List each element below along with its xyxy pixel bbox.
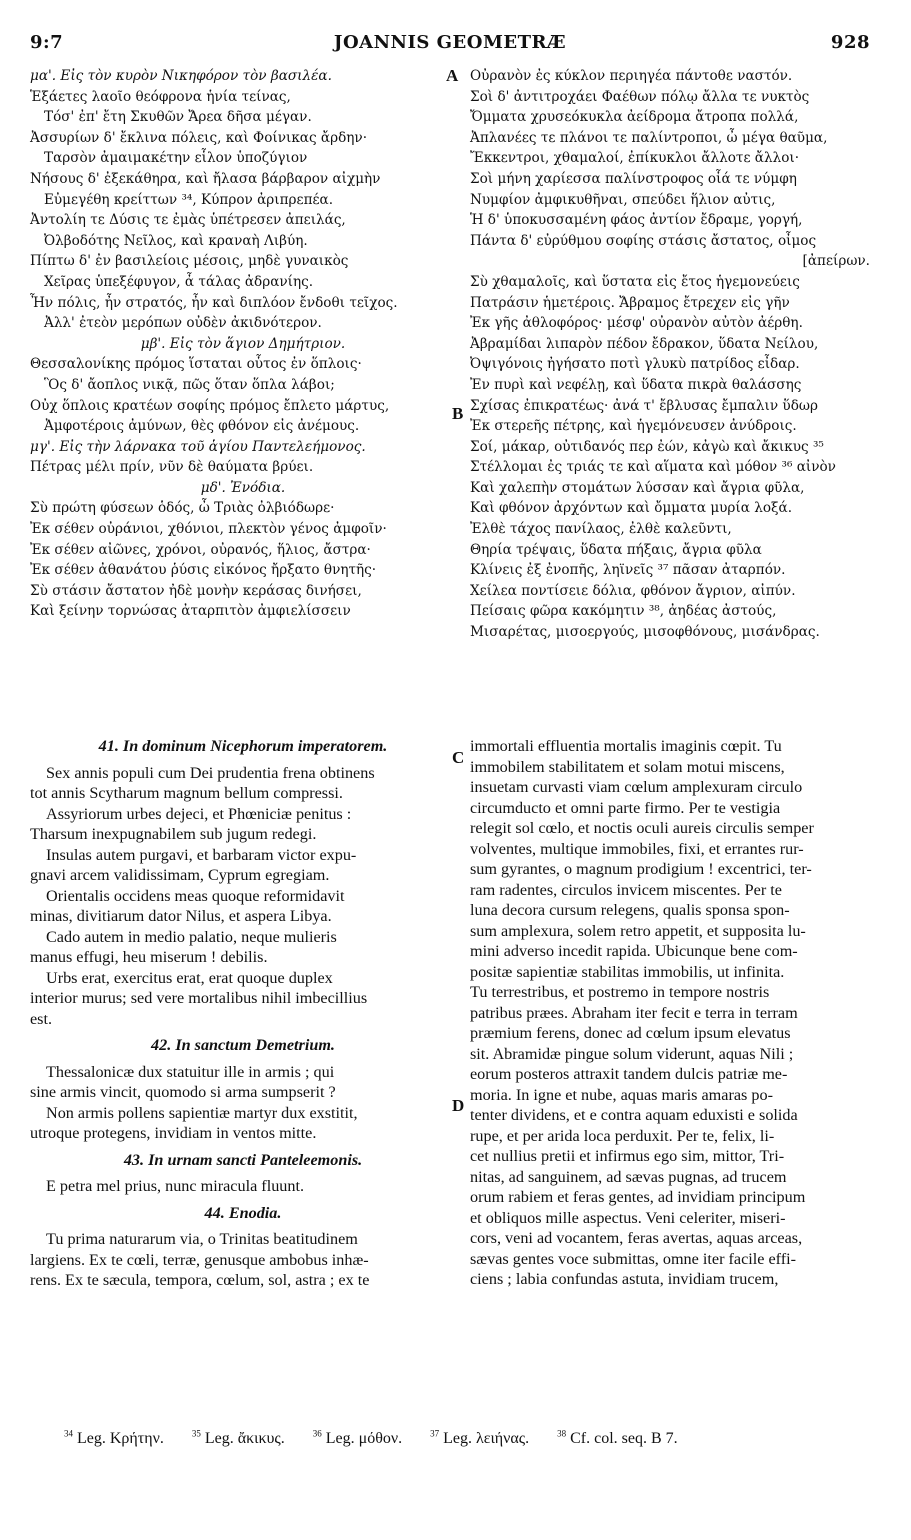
text-line: patribus præes. Abraham iter fecit e terra in terram: [470, 1003, 798, 1022]
text-line: Urbs erat, exercitus erat, erat quoque duplex: [46, 968, 333, 987]
footnote-text: Leg. λειήνας.: [443, 1430, 530, 1448]
verse-line: Ὀλβοδότης Νεῖλος, καὶ κραναὴ Λιβύη.: [44, 232, 308, 249]
text-line: sum gyrantes, o magnum prodigium ! excentrici, ter-: [470, 860, 812, 878]
verse-line: Ἐκ σέθεν οὐράνιοι, χθόνιοι, πλεκτὸν γένος ἀμφοῖν·: [30, 521, 387, 538]
text-line: rupe, et per arida loca perduxit. Per te, felix, li-: [470, 1126, 775, 1145]
text-line: Sex annis populi cum Dei prudentia frena obtinens: [46, 763, 375, 782]
verse-line: Ἐκ γῆς ἀθλοφόρος· μέσφ' οὐρανὸν αὐτὸν ἀέρθη.: [470, 315, 803, 332]
verse-line: Χεῖρας ὑπεξέφυγον, ἆ τάλας ἀδρανίης.: [44, 273, 314, 290]
verse-line: Πέτρας μέλι πρίν, νῦν δὲ θαύματα βρύει.: [30, 459, 314, 476]
text-line: cet nullius pretii et infirmus ego sim, mittor, Tri-: [470, 1147, 785, 1165]
verse-line: Ὃς δ' ἄοπλος νικᾷ, πῶς ὅταν ὅπλα λάβοι;: [44, 376, 335, 393]
verse-line: Ἐκ σέθεν αἰῶνες, χρόνοι, οὐρανός, ἥλιος, ἄστρα·: [30, 541, 371, 558]
verse-line: Ἀσσυρίων δ' ἔκλινα πόλεις, καὶ Φοίνικας ἄρδην·: [30, 129, 368, 146]
text-line: ciens ; labia confundas astuta, invidiam trucem,: [470, 1270, 779, 1288]
poem-heading: μβ'. Εἰς τὸν ἅγιον Δημήτριον.: [140, 335, 346, 352]
latin-text-left-column: [30, 736, 456, 1291]
footnote: [557, 1430, 690, 1447]
verse-line: Οὐχ ὅπλοις κρατέων σοφίης πρόμος ἔπλετο μάρτυς,: [30, 397, 390, 414]
footnote-number: 34: [64, 1429, 73, 1439]
text-line: est.: [30, 1009, 53, 1028]
text-line: sum amplexura, solem retro appetit, et supposita lu-: [470, 921, 806, 940]
verse-line: Θεσσαλονίκης πρόμος ἵσταται οὗτος ἐν ὅπλοις·: [30, 356, 362, 373]
verse-line: Νήσους δ' ἐξεκάθηρα, καὶ ἤλασα βάρβαρον αἰχμὴν: [30, 170, 381, 187]
text-line: orum rabiem et feras gentes, ad invidiam principum: [470, 1188, 806, 1206]
verse-line: Ἐν πυρὶ καὶ νεφέλῃ, καὶ ὕδατα πικρὰ θαλάσσης: [470, 376, 802, 393]
text-line: Tharsum inexpugnabilem sub jugum redegi.: [30, 825, 317, 843]
text-line: largiens. Ex te cœli, terræ, genusque ambobus inhæ-: [30, 1250, 369, 1269]
footnote-text: Leg. Κρήτην.: [77, 1430, 164, 1448]
text-line: manus effugi, heu miserum ! debilis.: [30, 948, 268, 966]
verse-line: Ἔκκεντροι, χθαμαλοί, ἐπίκυκλοι ἄλλοτε ἄλλοι·: [470, 150, 800, 167]
verse-line: Σοὶ μήνη χαρίεσσα παλίνστροφος οἷά τε νύμφη: [470, 170, 797, 187]
text-line: et obliquos mille aspectus. Veni celeriter, miseri-: [470, 1208, 786, 1227]
text-line: E petra mel prius, nunc miracula fluunt.: [46, 1177, 305, 1195]
text-line: Insulas autem purgavi, et barbaram victor expu-: [46, 845, 357, 864]
verse-line: Οὐρανὸν ἐς κύκλον περιηγέα πάντοθε ναστόν.: [470, 68, 793, 84]
verse-line: Ἀπλανέες τε πλάνοι τε παλίντροποι, ὦ μέγα θαῦμα,: [470, 129, 828, 146]
poem-heading: μγ'. Εἰς τὴν λάρνακα τοῦ ἁγίου Παντελεήμονος.: [30, 438, 366, 455]
verse-line: Χείλεα ποντίσειε δόλια, φθόνον ἄγριον, αἰπύν.: [470, 582, 796, 599]
text-line: tenter dividens, et e contra aquam eduxisti e solida: [470, 1106, 798, 1124]
text-line: luna decora cursum relegens, qualis sponsa spon-: [470, 901, 790, 919]
greek-text-right-column: [470, 66, 870, 643]
text-line: Tu prima naturarum via, o Trinitas beatitudinem: [46, 1230, 358, 1248]
margin-letter-d: D: [452, 1096, 465, 1115]
verse-line: Κλίνεις ἐξ ἐνοπῆς, ληϊνεῖς ³⁷ πᾶσαν ἀταρπόν.: [470, 562, 786, 579]
text-line: præmium ferens, donec ad cœlum ipsum elevatus: [470, 1024, 791, 1042]
verse-line: Νυμφίον ἀμφικυθῆναι, σπεύδει ἥλιον αὐτις,: [470, 191, 776, 208]
greek-text-left-column: [30, 66, 459, 622]
text-line: circumducto et omni parte firmo. Per te vestigia: [470, 798, 781, 817]
text-line: Thessalonicæ dux statuitur ille in armis ; qui: [46, 1062, 335, 1081]
latin-text-right-column: [470, 736, 874, 1290]
section-heading: 41. In dominum Nicephorum imperatorem.: [98, 737, 388, 755]
footnotes: [64, 1429, 884, 1448]
footnote-number: 35: [191, 1429, 201, 1439]
footnote: [64, 1430, 176, 1447]
verse-line: Ἀντολίη τε Δύσις τε ἐμὰς ὑπέτρεσεν ἀπειλάς,: [30, 212, 346, 229]
footnote: [430, 1430, 541, 1447]
text-line: volventes, multique immobiles, fixi, et errantes rur-: [470, 839, 804, 858]
verse-line: Σὺ χθαμαλοῖς, καὶ ὕστατα εἰς ἔτος ἡγεμονεύεις: [470, 273, 800, 290]
text-line: eorum posteros attraxit tandem dulcis patriæ me-: [470, 1065, 788, 1083]
footnote-number: 36: [312, 1429, 322, 1439]
text-line: cors, veni ad vocantem, feras avertas, aquas arceas,: [470, 1229, 803, 1247]
text-line: sævas gentes voce submittas, omne iter facile effi-: [470, 1249, 797, 1268]
verse-line: Ἐκ στερεῆς πέτρης, καὶ ἡγεμόνευσεν ἀνύδροις.: [470, 418, 797, 435]
poem-heading: μδ'. Ἐνόδια.: [200, 479, 286, 496]
verse-line: Ἡ δ' ὑποκυσσαμένη φάος ἀντίον ἔδραμε, γοργή,: [470, 212, 803, 229]
column-number-left: 9:7: [30, 32, 64, 53]
verse-line: Σὺ πρώτη φύσεων ὁδός, ὦ Τριὰς ὀλβιόδωρε·: [30, 500, 335, 517]
text-line: utroque protegens, invidiam in ventos mitte.: [30, 1124, 317, 1142]
section-heading: 44. Enodia.: [204, 1203, 282, 1222]
verse-line: Ἦν πόλις, ἦν στρατός, ἦν καὶ διπλόον ἔνδοθι τεῖχος.: [30, 294, 398, 311]
verse-line: Πάντα δ' εὐρύθμου σοφίης στάσις ἄστατος, οἶμος: [470, 232, 817, 249]
verse-line: Μισαρέτας, μισοεργούς, μισοφθόνους, μισάνδρας.: [470, 624, 820, 641]
verse-line: Πατράσιν ἡμετέροις. Ἄβραμος ἔτρεχεν εἰς γῆν: [470, 294, 790, 311]
verse-line: Καὶ φθόνον ἀρχόντων καὶ ὄμματα μυρία λοξά.: [470, 500, 793, 517]
text-line: immobilem stabilitatem et solam motui miscens,: [470, 757, 785, 776]
footnote-text: Cf. col. seq. B 7.: [570, 1430, 678, 1448]
footnote-number: 38: [557, 1429, 567, 1439]
running-title: JOANNIS GEOMETRÆ: [333, 32, 567, 53]
verse-line: Ὄμματα χρυσεόκυκλα ἀείδρομα ἄτροπα πολλά,: [470, 109, 799, 126]
verse-line: Εὐμεγέθη κρείττων ³⁴, Κύπρον ἀριπρεπέα.: [44, 191, 334, 208]
column-number-right: 928: [830, 32, 870, 53]
verse-line: Σοί, μάκαρ, οὐτιδανός περ ἐών, κἀγὼ καὶ ἄκικυς ³⁵: [470, 438, 824, 455]
text-line: sine armis vincit, quomodo si arma sumpserit ?: [30, 1083, 336, 1101]
text-line: tot annis Scytharum magnum bellum compressi.: [30, 784, 343, 802]
text-line: positæ sapientiæ stabilitas immobilis, ut infinita.: [470, 962, 785, 981]
verse-line: Πίπτω δ' ἐν βασιλείοις μέσοις, μηδὲ γυναικὸς: [30, 253, 349, 270]
text-line: sit. Abramidæ pingue solum viderunt, aquas Nili ;: [470, 1044, 794, 1063]
verse-line: Ἐκ σέθεν ἀθανάτου ῥύσις εἰκόνος ἤρξατο θνητῆς·: [30, 562, 377, 579]
text-line: Assyriorum urbes dejeci, et Phœniciæ penitus :: [46, 804, 352, 823]
verse-line: Ἀβραμίδαι λιπαρὸν πέδον ἔδρακον, ὕδατα Νείλου,: [470, 335, 819, 352]
text-line: interior murus; sed vere mortalibus nihil imbecillius: [30, 989, 368, 1007]
footnote: [192, 1430, 297, 1447]
text-line: immortali effluentia mortalis imaginis cœpit. Tu: [470, 737, 782, 755]
verse-line: Στέλλομαι ἐς τριάς τε καὶ αἵματα καὶ μόθον ³⁶ αἰνὸν: [470, 459, 836, 476]
text-line: Cado autem in medio palatio, neque mulieris: [46, 927, 337, 946]
footnote-number: 37: [430, 1429, 440, 1439]
margin-letter-c: C: [452, 748, 465, 767]
text-line: Tu terrestribus, et postremo in tempore nostris: [470, 983, 770, 1001]
footnote: [313, 1430, 414, 1447]
verse-line: Σχίσας ἐπικρατέως· ἀνά τ' ἔβλυσας ἔμπαλιν ὕδωρ: [470, 397, 818, 414]
text-line: gnavi arcem validissimam, Cyprum egregiam.: [30, 866, 330, 884]
verse-line: Σοὶ δ' ἀντιτροχάει Φαέθων πόλῳ ἄλλα τε νυκτὸς: [470, 88, 810, 105]
verse-line: Ἀλλ' ἐτεὸν μερόπων οὐδὲν ἀκιδνότερον.: [44, 315, 322, 332]
section-heading: 42. In sanctum Demetrium.: [151, 1036, 335, 1054]
verse-line: Καὶ ξείνην τορνώσας ἀταρπιτὸν ἀμφιελίσσειν: [30, 603, 351, 620]
verse-line-continuation: [ἀπείρων.: [802, 253, 870, 270]
text-line: nitas, ad sanguinem, ad sævas pugnas, ad trucem: [470, 1167, 787, 1186]
footnote-text: Leg. ἄκικυς.: [204, 1430, 285, 1448]
text-line: Orientalis occidens meas quoque reformidavit: [46, 886, 345, 905]
text-line: moria. In igne et nube, aquas maris amaras po-: [470, 1085, 773, 1104]
verse-line: Ἑξάετες λαοῖο θεόφρονα ἡνία τείνας,: [30, 88, 291, 105]
footnote-text: Leg. μόθον.: [325, 1430, 403, 1448]
verse-line: Τόσ' ἐπ' ἔτη Σκυθῶν Ἄρεα δῆσα μέγαν.: [44, 109, 312, 126]
verse-line: Ἀμφοτέροις ἀμύνων, θὲς φθόνον εἰς ἀνέμους.: [44, 418, 360, 435]
margin-letter-b: B: [452, 404, 464, 423]
text-line: mini adverso incedit rapida. Ubicunque bene com-: [470, 942, 798, 960]
verse-line: Ἐλθὲ τάχος πανίλαος, ἐλθὲ καλεῦντι,: [470, 521, 732, 538]
text-line: minas, divitiarum dator Nilus, et aspera Libya.: [30, 907, 332, 925]
text-line: insuetam curvasti viam cœlum amplexuram circulo: [470, 778, 803, 796]
section-heading: 43. In urnam sancti Panteleemonis.: [123, 1150, 363, 1169]
verse-line: Καὶ χαλεπὴν στομάτων λύσσαν καὶ ἄγρια φῦλα,: [470, 479, 805, 496]
poem-heading: μα'. Εἰς τὸν κυρὸν Νικηφόρον τὸν βασιλέα.: [30, 68, 332, 84]
verse-line: Σὺ στάσιν ἄστατον ἠδὲ μονὴν κεράσας δινήσει,: [30, 582, 362, 599]
verse-line: Ὀψιγόνοις ἠγήσατο ποτὶ γλυκὺ πατρίδος εἶδαρ.: [470, 356, 800, 373]
verse-line: Θηρία τρέψαις, ὕδατα πήξαις, ἄγρια φῦλα: [470, 541, 762, 558]
verse-line: Ταρσὸν ἀμαιμακέτην εἷλον ὑποζύγιον: [44, 150, 308, 167]
text-line: rens. Ex te sæcula, tempora, cœlum, sol, astra ; ex te: [30, 1271, 370, 1289]
page-header: [30, 32, 870, 58]
text-line: ram radentes, circulos invicem miscentes. Per te: [470, 880, 782, 899]
text-line: relegit sol cœlo, et noctis oculi aureis circulis semper: [470, 819, 814, 837]
text-line: Non armis pollens sapientiæ martyr dux exstitit,: [46, 1103, 358, 1122]
verse-line: Πείσαις φῶρα κακόμητιν ³⁸, ἀηδέας ἀστούς,: [470, 603, 777, 620]
margin-letter-a: A: [446, 66, 459, 85]
